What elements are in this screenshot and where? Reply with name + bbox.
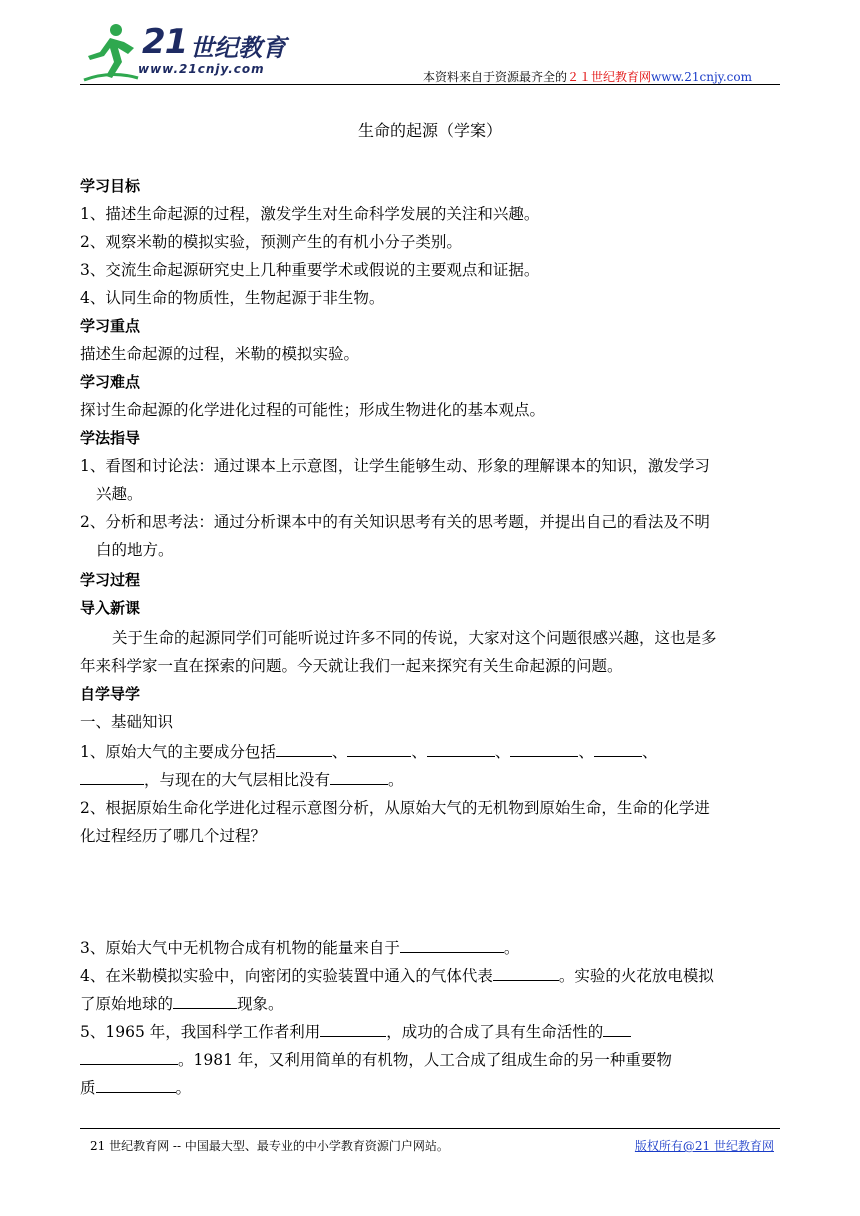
question-5-line-3 bbox=[80, 1074, 191, 1102]
question-5-prefix: 5、1965 年，我国科学工作者利用 bbox=[80, 1023, 321, 1041]
footer-text: 21 世纪教育网 -- 中国最大型、最专业的中小学教育资源门户网站。 bbox=[90, 1139, 449, 1153]
answer-blank-4[interactable] bbox=[510, 740, 578, 757]
goal-3: 3、交流生命起源研究史上几种重要学术或假说的主要观点和证据。 bbox=[80, 261, 540, 279]
answer-blank-11[interactable] bbox=[320, 1020, 386, 1037]
basic-knowledge-heading: 一、基础知识 bbox=[80, 713, 174, 731]
heading-method: 学法指导 bbox=[80, 429, 141, 447]
separator: 、 bbox=[578, 743, 594, 761]
method-2-line-2: 白的地方。 bbox=[96, 541, 174, 559]
question-5c-prefix: 质 bbox=[80, 1079, 96, 1097]
answer-blank-1[interactable] bbox=[276, 740, 332, 757]
question-1-line-2 bbox=[80, 766, 404, 794]
header-note bbox=[423, 68, 752, 85]
question-5-line-2 bbox=[80, 1046, 672, 1074]
question-4-line-1 bbox=[80, 962, 714, 990]
key-points: 描述生命起源的过程，米勒的模拟实验。 bbox=[80, 345, 360, 363]
separator: 、 bbox=[331, 743, 348, 761]
period: 。 bbox=[503, 939, 520, 957]
difficulties: 探讨生命起源的化学进化过程的可能性；形成生物进化的基本观点。 bbox=[80, 401, 546, 419]
intro-line-1: 关于生命的起源同学们可能听说过许多不同的传说，大家对这个问题很感兴趣，这也是多 bbox=[112, 629, 717, 647]
separator: 、 bbox=[411, 743, 427, 761]
method-1-line-1: 1、看图和讨论法：通过课本上示意图，让学生能够生动、形象的理解课本的知识，激发学习 bbox=[80, 457, 710, 475]
method-2-line-1: 2、分析和思考法：通过分析课本中的有关知识思考有关的思考题，并提出自己的看法及不明 bbox=[80, 513, 710, 531]
period: 。 bbox=[388, 771, 404, 789]
separator: 、 bbox=[641, 743, 658, 761]
footer-divider bbox=[80, 1128, 780, 1129]
question-3 bbox=[80, 934, 519, 962]
answer-blank-8[interactable] bbox=[400, 936, 504, 953]
heading-intro: 导入新课 bbox=[80, 599, 141, 617]
question-5b-suffix: 。1981 年，又利用简单的有机物，人工合成了组成生命的另一种重要物 bbox=[178, 1051, 672, 1069]
site-logo bbox=[80, 18, 320, 84]
question-4-prefix: 4、在米勒模拟实验中，向密闭的实验装置中通入的气体代表 bbox=[80, 967, 493, 985]
logo-url: www.21cnjy.com bbox=[138, 62, 265, 76]
question-4b-suffix: 现象。 bbox=[237, 995, 284, 1013]
logo-text: 世纪教育 bbox=[190, 34, 286, 62]
page-header bbox=[80, 18, 780, 88]
answer-blank-12[interactable] bbox=[80, 1048, 178, 1065]
heading-difficulties: 学习难点 bbox=[80, 373, 141, 391]
answer-blank-7[interactable] bbox=[330, 768, 388, 785]
header-divider bbox=[80, 84, 780, 85]
question-2-line-1: 2、根据原始生命化学进化过程示意图分析，从原始大气的无机物到原始生命，生命的化学进 bbox=[80, 799, 710, 817]
question-2-line-2: 化过程经历了哪几个过程？ bbox=[80, 827, 267, 845]
footer-copyright-link[interactable]: 版权所有@21 世纪教育网 bbox=[634, 1139, 774, 1153]
page-title: 生命的起源（学案） bbox=[357, 121, 502, 140]
answer-blank-3[interactable] bbox=[427, 740, 495, 757]
answer-blank-2[interactable] bbox=[347, 740, 411, 757]
header-note-site[interactable]: ２１世纪教育网 bbox=[567, 70, 652, 84]
question-5-line-1 bbox=[80, 1018, 631, 1046]
heading-key-points: 学习重点 bbox=[80, 317, 141, 335]
logo-number: 21 bbox=[142, 22, 188, 62]
heading-self-study: 自学导学 bbox=[80, 685, 141, 703]
goal-4: 4、认同生命的物质性，生物起源于非生物。 bbox=[80, 289, 385, 307]
header-note-url[interactable]: www.21cnjy.com bbox=[651, 70, 752, 84]
question-4b-prefix: 了原始地球的 bbox=[80, 995, 174, 1013]
goal-1: 1、描述生命起源的过程，激发学生对生命科学发展的关注和兴趣。 bbox=[80, 205, 540, 223]
question-4-line-2 bbox=[80, 990, 284, 1018]
answer-blank-5[interactable] bbox=[594, 740, 642, 757]
method-1-line-2: 兴趣。 bbox=[96, 485, 143, 503]
separator: 、 bbox=[494, 743, 511, 761]
header-note-prefix: 本资料来自于资源最齐全的 bbox=[423, 70, 568, 84]
question-1-prefix: 1、原始大气的主要成分包括 bbox=[80, 743, 276, 761]
answer-blank-9[interactable] bbox=[493, 964, 559, 981]
answer-blank-12-start[interactable] bbox=[603, 1020, 631, 1037]
heading-goals: 学习目标 bbox=[80, 177, 141, 195]
question-1-mid: ，与现在的大气层相比没有 bbox=[144, 771, 331, 789]
question-4-mid: 。实验的火花放电模拟 bbox=[558, 967, 714, 985]
intro-line-2: 年来科学家一直在探索的问题。今天就让我们一起来探究有关生命起源的问题。 bbox=[80, 657, 623, 675]
goal-2: 2、观察米勒的模拟实验，预测产生的有机小分子类别。 bbox=[80, 233, 462, 251]
question-5-mid: ，成功的合成了具有生命活性的 bbox=[386, 1023, 604, 1041]
period: 。 bbox=[175, 1079, 192, 1097]
runner-logo-icon bbox=[80, 18, 140, 84]
question-1-line-1 bbox=[80, 738, 657, 766]
heading-process: 学习过程 bbox=[80, 571, 141, 589]
answer-blank-6[interactable] bbox=[80, 768, 144, 785]
question-3-prefix: 3、原始大气中无机物合成有机物的能量来自于 bbox=[80, 939, 400, 957]
answer-blank-10[interactable] bbox=[173, 992, 237, 1009]
answer-blank-13[interactable] bbox=[96, 1076, 176, 1093]
